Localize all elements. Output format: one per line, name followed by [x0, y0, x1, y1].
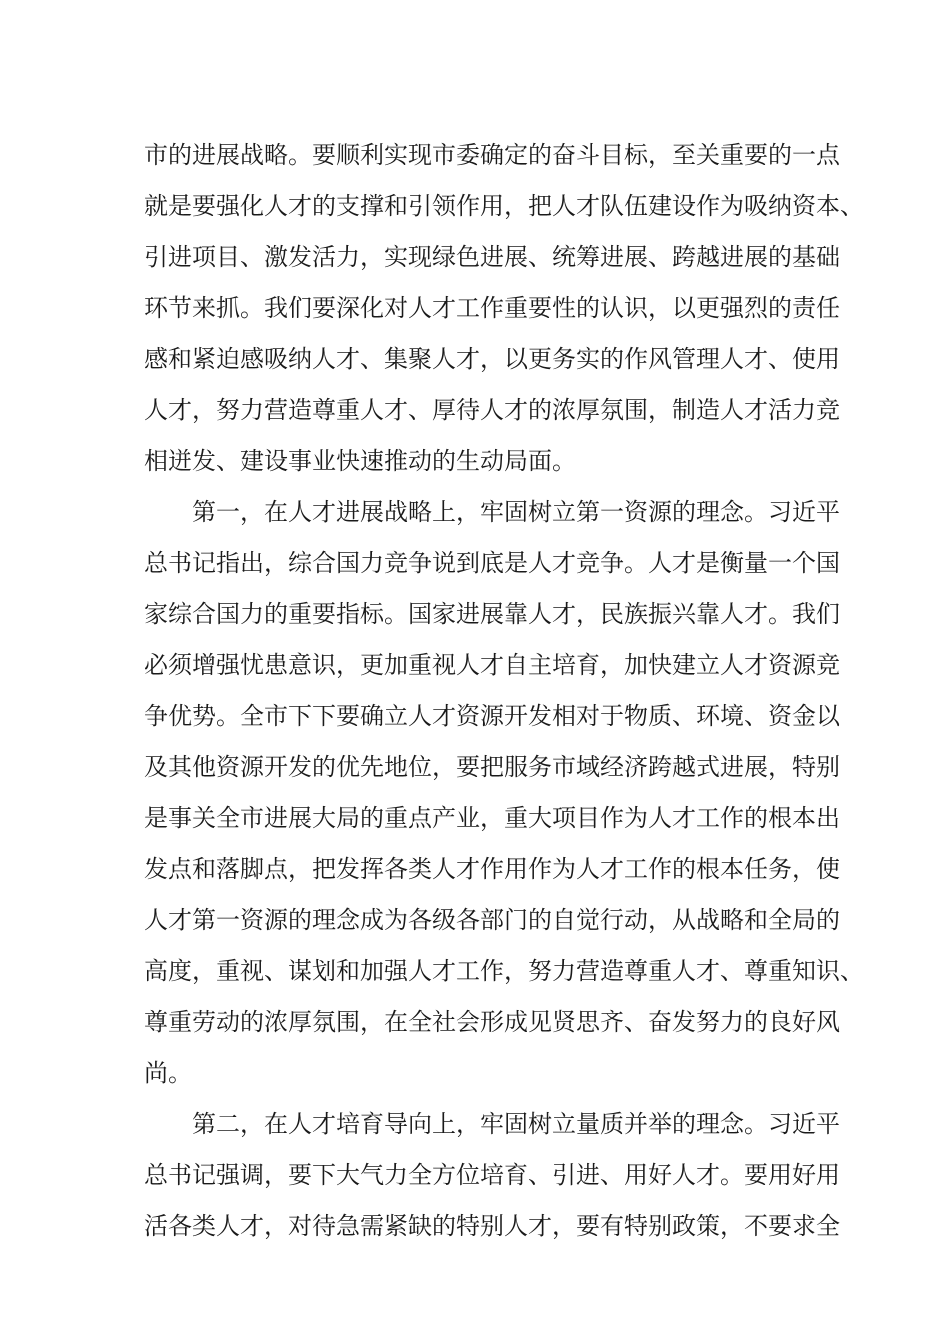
text-line: 是事关全市进展大局的重点产业，重大项目作为人才工作的根本出: [144, 804, 840, 832]
text-line: 及其他资源开发的优先地位，要把服务市域经济跨越式进展，特别: [144, 753, 840, 781]
paragraph-first-line: 第二，在人才培育导向上，牢固树立量质并举的理念。习近平: [192, 1110, 840, 1138]
text-line: 环节来抓。我们要深化对人才工作重要性的认识，以更强烈的责任: [144, 294, 840, 322]
text-line: 争优势。全市下下要确立人才资源开发相对于物质、环境、资金以: [144, 702, 840, 730]
text-line: 人才第一资源的理念成为各级各部门的自觉行动，从战略和全局的: [144, 906, 840, 934]
text-line: 尚。: [144, 1059, 192, 1087]
text-line: 发点和落脚点，把发挥各类人才作用作为人才工作的根本任务，使: [144, 855, 840, 883]
text-line: 家综合国力的重要指标。国家进展靠人才，民族振兴靠人才。我们: [144, 600, 840, 628]
text-line: 人才，努力营造尊重人才、厚待人才的浓厚氛围，制造人才活力竞: [144, 396, 840, 424]
text-line: 高度，重视、谋划和加强人才工作，努力营造尊重人才、尊重知识、: [144, 957, 864, 985]
text-line: 必须增强忧患意识，更加重视人才自主培育，加快建立人才资源竞: [144, 651, 840, 679]
text-line: 活各类人才，对待急需紧缺的特别人才，要有特别政策，不要求全: [144, 1212, 840, 1240]
text-line: 尊重劳动的浓厚氛围，在全社会形成见贤思齐、奋发努力的良好风: [144, 1008, 840, 1036]
paragraph-first-line: 第一，在人才进展战略上，牢固树立第一资源的理念。习近平: [192, 498, 840, 526]
text-line: 市的进展战略。要顺利实现市委确定的奋斗目标，至关重要的一点: [144, 141, 840, 169]
text-line: 就是要强化人才的支撑和引领作用，把人才队伍建设作为吸纳资本、: [144, 192, 864, 220]
text-line: 总书记指出，综合国力竞争说到底是人才竞争。人才是衡量一个国: [144, 549, 840, 577]
text-line: 引进项目、激发活力，实现绿色进展、统筹进展、跨越进展的基础: [144, 243, 840, 271]
text-line: 相迸发、建设事业快速推动的生动局面。: [144, 447, 576, 475]
document-body: [144, 130, 864, 1252]
text-line: 感和紧迫感吸纳人才、集聚人才，以更务实的作风管理人才、使用: [144, 345, 840, 373]
text-line: 总书记强调，要下大气力全方位培育、引进、用好人才。要用好用: [144, 1161, 840, 1189]
